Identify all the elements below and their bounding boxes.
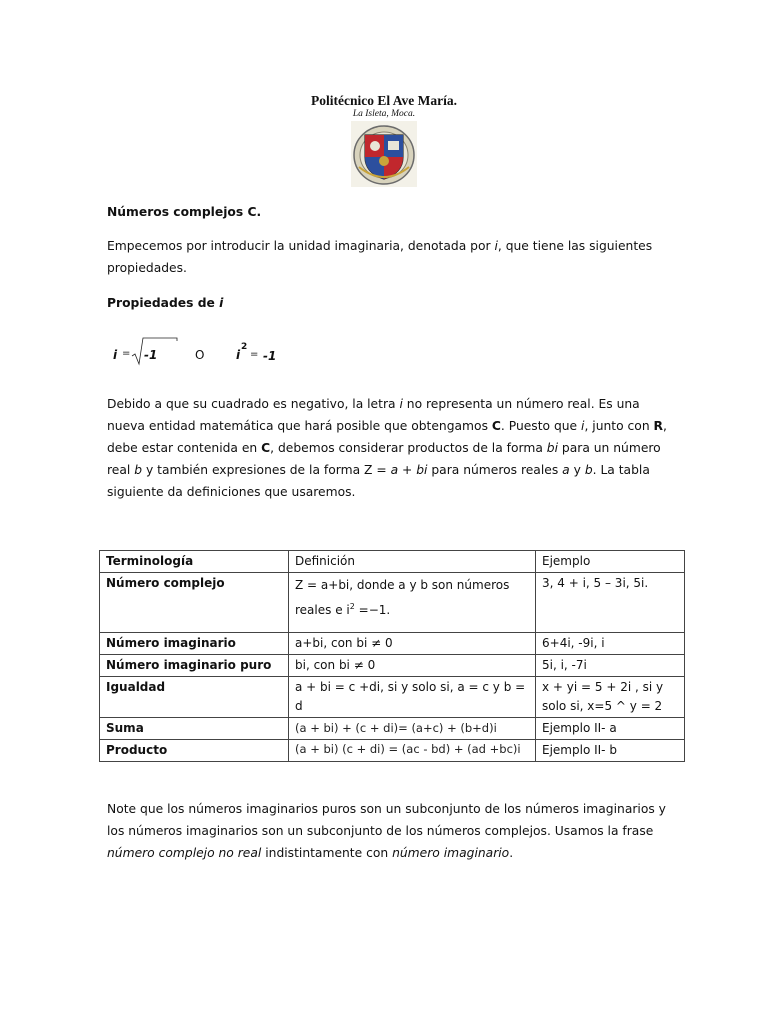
table-cell-definition: bi, con bi ≠ 0 <box>289 655 536 677</box>
table-cell-term: Número imaginario puro <box>100 655 289 677</box>
table-cell-definition: Z = a+bi, donde a y b son números reales e $i^2 =-1$. <box>289 573 536 633</box>
table-cell-example: 6+4i, -9i, i <box>536 633 685 655</box>
table-cell-example: Ejemplo II- a <box>536 718 685 740</box>
table-header-ejemplo: Ejemplo <box>536 551 685 573</box>
table-header-definicion: Definición <box>289 551 536 573</box>
table-header-terminologia: Terminología <box>100 551 289 573</box>
table-cell-example: 3, 4 + i, 5 – 3i, 5i. <box>536 573 685 633</box>
table-row <box>100 740 685 762</box>
table-cell-term: Igualdad <box>100 677 289 718</box>
table-cell-definition: a + bi = c +di, si y solo si, a = c y b = d <box>289 677 536 718</box>
table-cell-term: Número complejo <box>100 573 289 633</box>
table-cell-definition: (a + bi) (c + di) = (ac - bd) + (ad +bc)i <box>289 740 536 762</box>
table-cell-definition: (a + bi) + (c + di)= (a+c) + (b+d)i <box>289 718 536 740</box>
school-name: Politécnico El Ave María. <box>311 93 457 108</box>
table-cell-example: Ejemplo II- b <box>536 740 685 762</box>
table-cell-term: Número imaginario <box>100 633 289 655</box>
note-paragraph: Note que los números imaginarios puros son un subconjunto de los números imaginarios y los números imaginarios son un subconjunto de los números complejos. Usamos la frase número complejo no real indistintamente con número imaginario. <box>107 802 666 860</box>
table-row <box>100 718 685 740</box>
school-location: La Isleta, Moca. <box>352 109 416 119</box>
table-cell-term: Producto <box>100 740 289 762</box>
intro-paragraph: Empecemos por introducir la unidad imaginaria, denotada por i, que tiene las siguientes propiedades. <box>107 239 653 275</box>
table-row <box>100 633 685 655</box>
table-cell-term: Suma <box>100 718 289 740</box>
section-heading: Números complejos C. <box>107 205 262 219</box>
definitions-table <box>99 550 685 762</box>
table-row <box>100 573 685 633</box>
or-label: O <box>195 348 205 362</box>
school-crest-logo <box>351 121 417 187</box>
table-header-row <box>100 551 685 573</box>
table-cell-example: x + yi = 5 + 2i , si y solo si, x=5 ^ y = 2 <box>536 677 685 718</box>
properties-heading: Propiedades de i <box>107 296 224 310</box>
table-row <box>100 655 685 677</box>
table-cell-definition: a+bi, con bi ≠ 0 <box>289 633 536 655</box>
explanation-paragraph: Debido a que su cuadrado es negativo, la letra i no representa un número real. Es una nueva entidad matemática que hará posible que obtengamos C. Puesto que i, junto con R, debe estar contenida en C, debemos considerar productos de la forma bi para un número real b y también expresiones de la forma Z = a + bi para números reales a y b. La tabla siguiente da definiciones que usaremos. <box>107 397 667 499</box>
formula-square: i 2 = -1 <box>236 342 277 363</box>
formula-sqrt: i = -1 <box>113 336 183 368</box>
table-cell-example: 5i, i, -7i <box>536 655 685 677</box>
table-row <box>100 677 685 718</box>
